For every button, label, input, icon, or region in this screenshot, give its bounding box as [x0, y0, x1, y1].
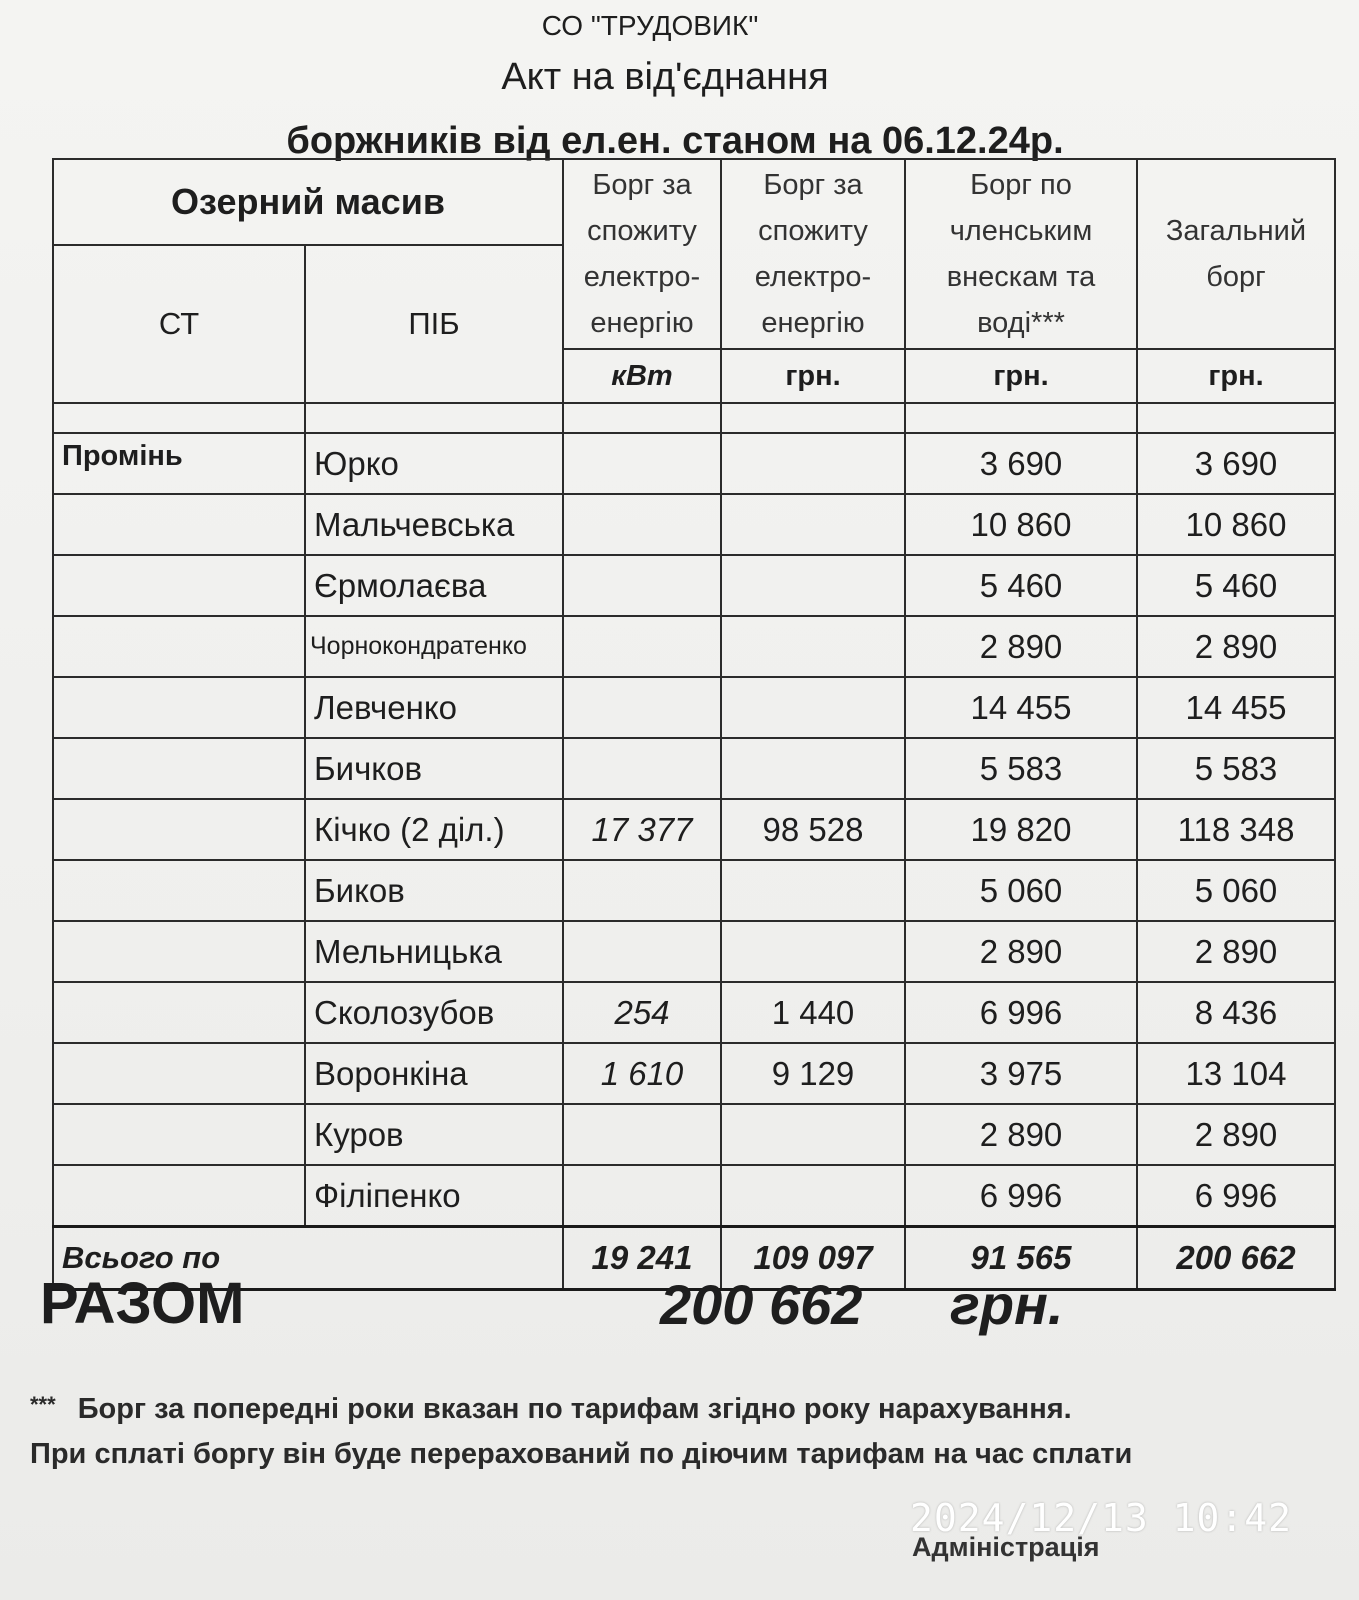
cell-member-fees: 3 690	[905, 433, 1137, 494]
cell-kwt	[563, 860, 721, 921]
cell-member-fees: 5 583	[905, 738, 1137, 799]
cell-pib: Єрмолаєва	[305, 555, 563, 616]
cell-total: 8 436	[1137, 982, 1335, 1043]
total-label: Всього по	[53, 1227, 563, 1290]
total-sum: 200 662	[1137, 1227, 1335, 1290]
cell-pib: Левченко	[305, 677, 563, 738]
unit-kwt: кВт	[563, 349, 721, 403]
cell-member-fees: 5 460	[905, 555, 1137, 616]
cell-st: Промінь	[53, 433, 305, 494]
cell-kwt: 254	[563, 982, 721, 1043]
cell-uah-el	[721, 494, 905, 555]
cell-st	[53, 799, 305, 860]
cell-total: 5 583	[1137, 738, 1335, 799]
cell-pib: Бичков	[305, 738, 563, 799]
table-header-row	[53, 159, 1335, 245]
col-header-member-fees: Борг по членським внескам та воді***	[905, 159, 1137, 349]
cell-pib: Мельницька	[305, 921, 563, 982]
table-row	[53, 921, 1335, 982]
table-body	[53, 433, 1335, 1227]
cell-st	[53, 677, 305, 738]
table-row	[53, 494, 1335, 555]
total-kwt: 19 241	[563, 1227, 721, 1290]
table-row	[53, 433, 1335, 494]
col-header-kwt: Борг за спожиту електро-енергію	[563, 159, 721, 349]
cell-kwt: 17 377	[563, 799, 721, 860]
cell-pib: Чорнокондратенко	[305, 616, 563, 677]
table-row	[53, 738, 1335, 799]
cell-pib: Філіпенко	[305, 1165, 563, 1227]
col-header-pib: ПІБ	[305, 245, 563, 403]
table-row	[53, 982, 1335, 1043]
cell-st	[53, 921, 305, 982]
summary-unit: грн.	[950, 1273, 1064, 1336]
unit-uah-el: грн.	[721, 349, 905, 403]
cell-st	[53, 494, 305, 555]
cell-uah-el	[721, 1165, 905, 1227]
cell-total: 13 104	[1137, 1043, 1335, 1104]
cell-st	[53, 616, 305, 677]
col-header-uah-el: Борг за спожиту електро-енергію	[721, 159, 905, 349]
cell-st	[53, 738, 305, 799]
cell-st	[53, 860, 305, 921]
col-header-total: Загальний борг	[1137, 159, 1335, 349]
cell-pib: Юрко	[305, 433, 563, 494]
cell-member-fees: 5 060	[905, 860, 1137, 921]
area-name: Озерний масив	[53, 159, 563, 245]
cell-total: 14 455	[1137, 677, 1335, 738]
footnote-text-1: Борг за попередні роки вказан по тарифам згідно року нарахування.	[77, 1393, 1072, 1425]
organization-name: СО "ТРУДОВИК"	[541, 10, 759, 41]
table-row	[53, 677, 1335, 738]
cell-kwt	[563, 677, 721, 738]
cell-member-fees: 14 455	[905, 677, 1137, 738]
cell-kwt	[563, 921, 721, 982]
cell-member-fees: 2 890	[905, 1104, 1137, 1165]
cell-kwt	[563, 1165, 721, 1227]
cell-kwt	[563, 555, 721, 616]
cell-total: 2 890	[1137, 616, 1335, 677]
cell-st	[53, 1104, 305, 1165]
cell-member-fees: 2 890	[905, 616, 1137, 677]
cell-kwt: 1 610	[563, 1043, 721, 1104]
cell-kwt	[563, 738, 721, 799]
table-row	[53, 1165, 1335, 1227]
cell-total: 6 996	[1137, 1165, 1335, 1227]
document-title: Акт на від'єднання	[501, 56, 829, 98]
cell-uah-el: 1 440	[721, 982, 905, 1043]
cell-total: 5 060	[1137, 860, 1335, 921]
cell-uah-el: 9 129	[721, 1043, 905, 1104]
table-row	[53, 616, 1335, 677]
table-row	[53, 555, 1335, 616]
cell-uah-el: 98 528	[721, 799, 905, 860]
document-subtitle: боржників від ел.ен. станом на 06.12.24р.	[286, 120, 1064, 162]
cell-total: 2 890	[1137, 1104, 1335, 1165]
cell-uah-el	[721, 860, 905, 921]
summary-label: РАЗОМ	[40, 1271, 245, 1336]
cell-pib: Кічко (2 діл.)	[305, 799, 563, 860]
cell-kwt	[563, 1104, 721, 1165]
cell-total: 5 460	[1137, 555, 1335, 616]
table-row	[53, 1104, 1335, 1165]
footnote-line-1	[30, 1392, 1072, 1426]
cell-kwt	[563, 616, 721, 677]
cell-total: 118 348	[1137, 799, 1335, 860]
unit-total: грн.	[1137, 349, 1335, 403]
cell-uah-el	[721, 738, 905, 799]
cell-member-fees: 6 996	[905, 982, 1137, 1043]
cell-uah-el	[721, 921, 905, 982]
photo-timestamp: 2024/12/13 10:42	[910, 1496, 1293, 1540]
cell-pib: Биков	[305, 860, 563, 921]
cell-member-fees: 3 975	[905, 1043, 1137, 1104]
cell-total: 3 690	[1137, 433, 1335, 494]
cell-member-fees: 6 996	[905, 1165, 1137, 1227]
cell-uah-el	[721, 433, 905, 494]
cell-uah-el	[721, 616, 905, 677]
footnote-marker: ***	[30, 1392, 56, 1417]
table-row	[53, 799, 1335, 860]
col-header-st: СТ	[53, 245, 305, 403]
summary-value: 200 662	[660, 1273, 863, 1336]
cell-pib: Куров	[305, 1104, 563, 1165]
cell-kwt	[563, 494, 721, 555]
cell-uah-el	[721, 555, 905, 616]
cell-st	[53, 1165, 305, 1227]
cell-uah-el	[721, 677, 905, 738]
cell-member-fees: 10 860	[905, 494, 1137, 555]
footnote-line-2: При сплаті боргу він буде перерахований по діючим тарифам на час сплати	[30, 1438, 1133, 1470]
cell-total: 2 890	[1137, 921, 1335, 982]
cell-uah-el	[721, 1104, 905, 1165]
total-member-fees: 91 565	[905, 1227, 1137, 1290]
cell-pib: Воронкіна	[305, 1043, 563, 1104]
table-row	[53, 860, 1335, 921]
cell-member-fees: 2 890	[905, 921, 1137, 982]
cell-st	[53, 1043, 305, 1104]
cell-st	[53, 555, 305, 616]
cell-st	[53, 982, 305, 1043]
total-uah-el: 109 097	[721, 1227, 905, 1290]
cell-total: 10 860	[1137, 494, 1335, 555]
unit-member-fees: грн.	[905, 349, 1137, 403]
cell-pib: Мальчевська	[305, 494, 563, 555]
spacer-row	[53, 403, 1335, 433]
signature-administration: Адміністрація	[912, 1532, 1100, 1562]
cell-kwt	[563, 433, 721, 494]
debtors-table	[52, 158, 1336, 1291]
table-row	[53, 1043, 1335, 1104]
cell-pib: Сколозубов	[305, 982, 563, 1043]
cell-member-fees: 19 820	[905, 799, 1137, 860]
